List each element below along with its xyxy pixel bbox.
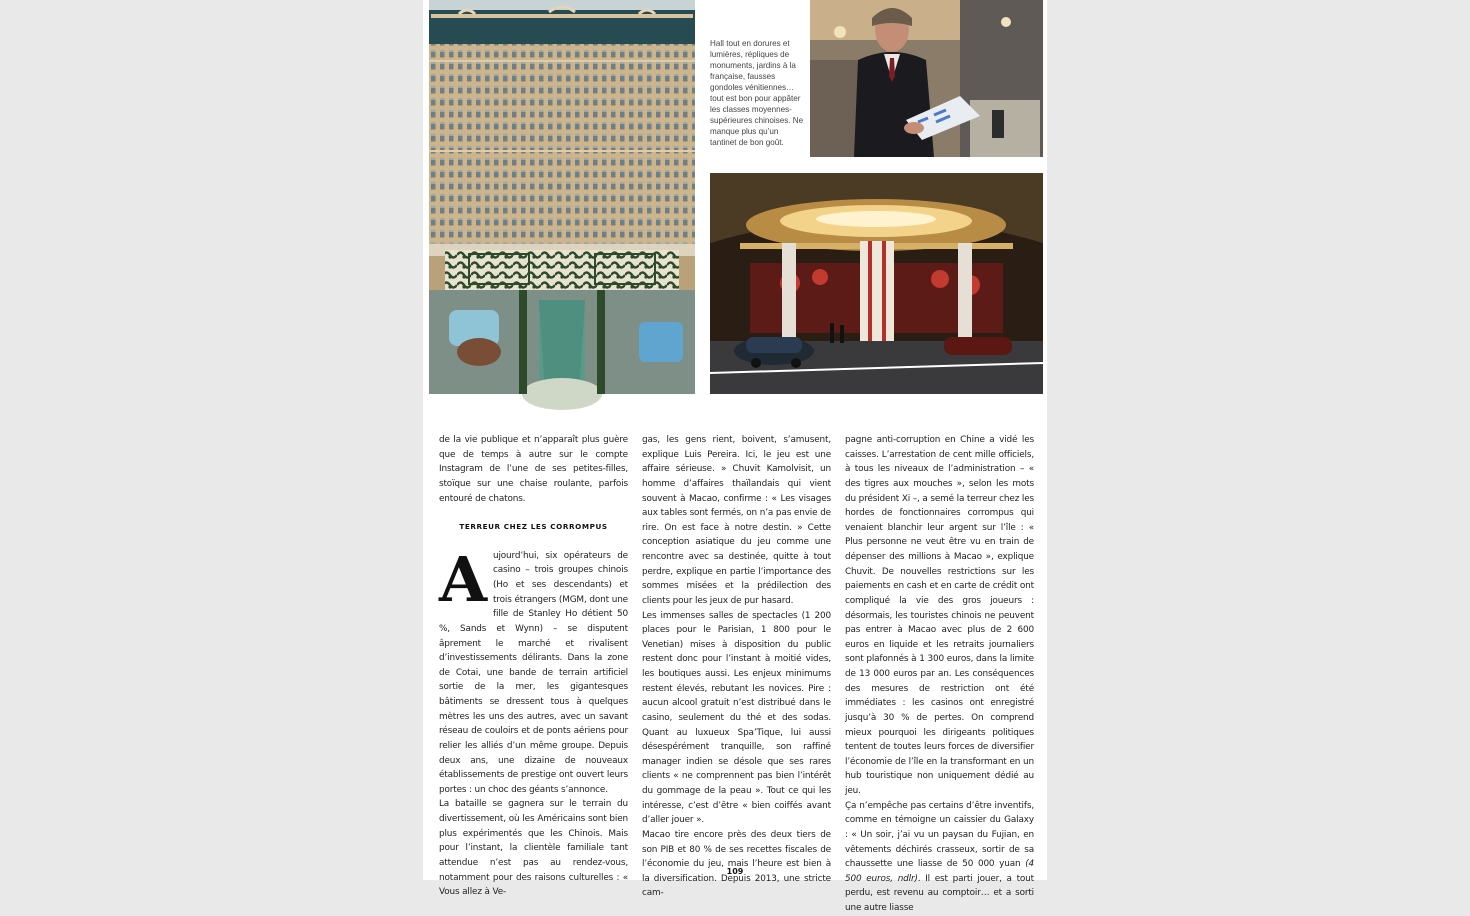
paragraph-text: . Il est parti jouer, a tout perdu, est revenu au comptoir… et a sorti une autre liasse: [845, 873, 1034, 913]
photo-man-reading-map: [810, 0, 1043, 157]
photo-caption: Hall tout en dorures et lumières, répliques de monuments, jardins à la française, fausses gondoles vénitiennes… tout est bon pour appâter les classes moyennes-supérieures chinoises. Ne manque plus qu’un tantinet de bon goût.: [710, 39, 804, 147]
section-subheading: TERREUR CHEZ LES CORROMPUS: [459, 522, 608, 532]
paragraph: gas, les gens rient, boivent, s’amusent, explique Luis Pereira. Ici, le jeu est une affaire sérieuse. » Chuvit Kamolvisit, un homme d’affaires thaïlandais qui vient souvent à Macao, confirme : « Les visages aux tables sont fermés, on n’a pas envie de rire. On est face à notre destin. » Cette conception asiatique du jeu comme une rencontre avec sa destinée, quitte à tout perdre, explique en partie l’importance des sommes misées et la prédilection des clients pour les jeux de pur hasard.: [642, 435, 831, 606]
photo-casino-lobby: [710, 173, 1043, 394]
text-column-1: [439, 433, 628, 900]
page-number: 109: [726, 867, 744, 876]
paragraph-text: ujourd’hui, six opérateurs de casino – trois groupes chinois (Ho et ses descendants) et trois étrangers (MGM, dont une fille de Stanley Ho détient 50 %, Sands et Wynn) – se disputent âprement le marché et rivalisent d’investissements délirants. Dans la zone de Cotai, une bande de terrain artificiel sortie de la mer, les gigantesques bâtiments se dressent tous à quelques mètres les uns des autres, avec un savant réseau de couloirs et de ponts aériens pour relier les alliés d’un même groupe. Depuis deux ans, une dizaine de nouveaux établissements de prestige ont ouvert leurs portes : un choc des géants s’annonce.: [439, 550, 628, 795]
editor-note: (4 500 euros, ndlr): [845, 859, 1034, 884]
paragraph: de la vie publique et n’apparaît plus guère que de temps à autre sur le compte Instagram de l’une de ses petites-filles, stoïque sur une chaise roulante, parfois entouré de chatons.: [439, 435, 628, 504]
photo-hotel-facade: [429, 0, 695, 394]
paragraph: Macao tire encore près des deux tiers de son PIB et 80 % de ses recettes fiscales de l’économie du jeu, mais l’heure est bien à la diversification. Depuis 2013, une stricte cam-: [642, 829, 831, 899]
magazine-page: [423, 0, 1047, 913]
paragraph: La bataille se gagnera sur le terrain du divertissement, où les Américains sont bien plus expérimentés que les Chinois. Mais pour l’instant, la clientèle familiale tant attendue n’est pas au rendez-vous, notamment pour des raisons culturelles : « Vous allez à Ve-: [439, 799, 628, 898]
paragraph-text: Ça n’empêche pas certains d’être inventifs, comme en témoigne un caissier du Galaxy : « Un soir, j’ai vu un paysan du Fujian, en vêtements déchirés crasseux, sortir de sa chaussette une liasse de 50 000 yuan: [845, 800, 1034, 870]
text-column-2: [642, 433, 831, 901]
paragraph: [845, 799, 1034, 916]
paragraph: pagne anti-corruption en Chine a vidé les caisses. L’arrestation de cent mille officiels, à tous les niveaux de l’administration – « des tigres aux mouches », selon les mots du président Xi –, a semé la terreur chez les hordes de fonctionnaires corrompus qui venaient blanchir leur argent sur l’île : « Plus personne ne veut être vu en train de dépenser des millions à Macao », explique Chuvit. De nouvelles restrictions sur les paiements en cash et en carte de crédit ont compliqué la vie des gros joueurs : désormais, les touristes chinois ne peuvent pas entrer à Macao avec plus de 2 600 euros en liquide et les retraits journaliers sont plafonnés à 1 300 euros, dans la limite de 13 000 euros par an. Les conséquences des mesures de restriction ont été immédiates : les casinos ont enregistré jusqu’à 30 % de pertes. On comprend mieux pourquoi les dirigeants politiques tentent de toutes leurs forces de diversifier l’économie de l’île en la transformant en un hub touristique non uniquement dédié au jeu.: [845, 435, 1034, 796]
text-column-3: [845, 433, 1034, 916]
paragraph-with-dropcap: [439, 542, 628, 798]
paragraph: Les immenses salles de spectacles (1 200 places pour le Parisian, 1 800 pour le Venetian) mises à disposition du public restent donc pour l’instant à moitié vides, les boutiques aussi. Les enjeux minimums restent élevés, rebutant les novices. Pire : aucun alcool gratuit n’est distribué dans le casino, seulement du thé et des sodas. Quant au luxueux Spa’Tique, lui aussi désespérément tranquille, son raffiné manager indien se désole que ses rares clients « ne comprennent pas bien l’intérêt du gommage de la peau ». Tout ce qui les intéresse, c’est d’être « bien coiffés avant d’aller jouer ».: [642, 610, 831, 826]
drop-cap: A: [439, 542, 487, 616]
